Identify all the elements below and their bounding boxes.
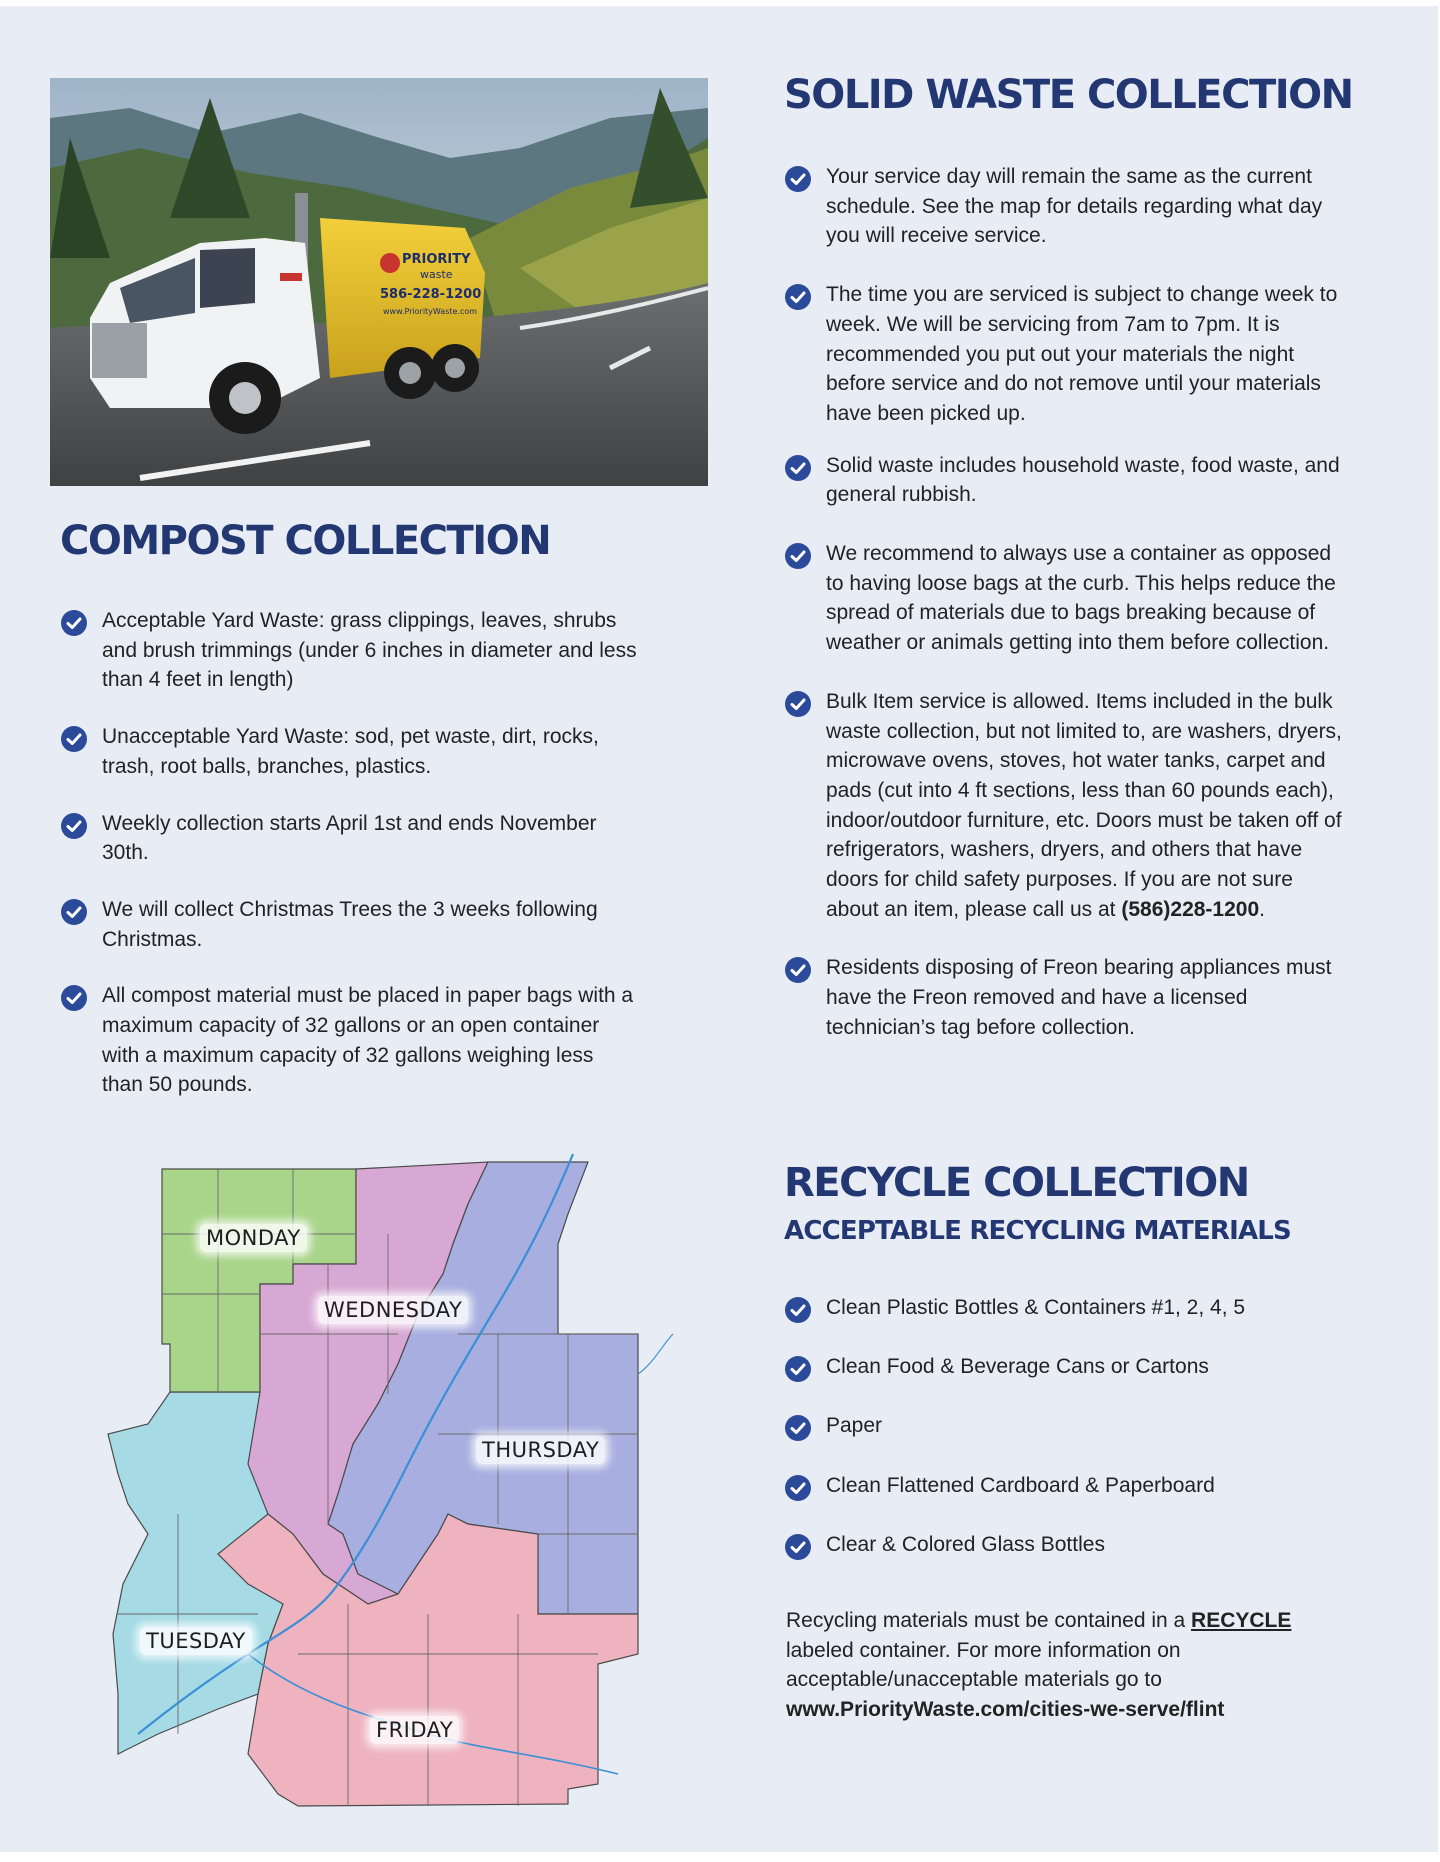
solid-waste-item-2: The time you are serviced is subject to change week to week. We will be servicing from 7am to 7pm. It is recommended you put out your materials the night before service and do not remove until your materials have been picked up. [826, 283, 1338, 425]
list-item [784, 1530, 1344, 1560]
recycle-label: RECYCLE [1191, 1609, 1292, 1632]
recycle-note [786, 1606, 1346, 1725]
list-item [784, 1471, 1344, 1501]
list-item [784, 1352, 1344, 1382]
check-circle-icon [784, 1355, 812, 1383]
solid-waste-item-3: Solid waste includes household waste, food waste, and general rubbish. [826, 453, 1340, 507]
check-circle-icon [784, 1474, 812, 1502]
list-item [784, 280, 1344, 429]
compost-item-2: Unacceptable Yard Waste: sod, pet waste, dirt, rocks, trash, root balls, branches, plastics. [102, 725, 599, 778]
recycle-item-4: Clean Flattened Cardboard & Paperboard [826, 1473, 1215, 1497]
map-label-tuesday: TUESDAY [140, 1627, 252, 1655]
check-circle-icon [60, 984, 88, 1012]
solid-waste-list [784, 162, 1344, 1043]
compost-item-5: All compost material must be placed in paper bags with a maximum capacity of 32 gallons or an open container with a maximum capacity of 32 gallons weighing less than 50 pounds. [102, 984, 634, 1097]
recycle-item-5: Clear & Colored Glass Bottles [826, 1532, 1105, 1556]
truck-brand-sub: waste [420, 268, 453, 281]
check-circle-icon [784, 165, 812, 193]
check-circle-icon [60, 898, 88, 926]
recycle-list [784, 1293, 1344, 1560]
list-item [60, 895, 640, 954]
compost-item-4: We will collect Christmas Trees the 3 weeks following Christmas. [102, 897, 598, 951]
check-circle-icon [60, 609, 88, 637]
recycle-item-3: Paper [826, 1414, 883, 1438]
solid-waste-title: SOLID WASTE COLLECTION [784, 72, 1353, 118]
check-circle-icon [784, 542, 812, 570]
truck-web: www.PriorityWaste.com [383, 307, 478, 316]
check-circle-icon [60, 725, 88, 753]
recycle-item-1: Clean Plastic Bottles & Containers #1, 2, 4, 5 [826, 1296, 1246, 1319]
compost-item-1: Acceptable Yard Waste: grass clippings, leaves, shrubs and brush trimmings (under 6 inches in diameter and less than 4 feet in length) [102, 609, 637, 692]
list-item [784, 687, 1344, 925]
list-item [784, 953, 1344, 1042]
truck-brand: PRIORITY [402, 252, 471, 267]
check-circle-icon [784, 1296, 812, 1324]
flyer-page [0, 6, 1438, 1852]
solid-waste-item-5: Bulk Item service is allowed. Items included in the bulk waste collection, but not limited to, are washers, dryers, microwave ovens, stoves, hot water tanks, carpet and pads (cut into 4 ft sections, less than 60 pounds each), indoor/outdoor furniture, etc. Doors must be taken off of refrigerators, washers, dryers, and others that have doors for child safety purposes. If you are not sure about an item, please call us at [826, 689, 1342, 921]
map-label-thursday: THURSDAY [476, 1436, 605, 1464]
service-day-map [98, 1134, 678, 1824]
list-item [60, 606, 640, 695]
check-circle-icon [784, 283, 812, 311]
list-item [784, 1293, 1344, 1323]
map-label-wednesday: WEDNESDAY [318, 1296, 468, 1324]
recycle-note-pre: Recycling materials must be contained in a [786, 1609, 1186, 1632]
check-circle-icon [60, 812, 88, 840]
check-circle-icon [784, 1533, 812, 1561]
check-circle-icon [784, 1414, 812, 1442]
phone-number: (586)228-1200 [1121, 897, 1260, 921]
list-item [784, 162, 1344, 251]
list-item [60, 809, 640, 868]
solid-waste-item-4: We recommend to always use a container as opposed to having loose bags at the curb. This helps reduce the spread of materials due to bags breaking because of weather or animals getting into them before collection. [826, 542, 1336, 655]
check-circle-icon [784, 454, 812, 482]
compost-list [60, 606, 640, 1100]
check-circle-icon [784, 690, 812, 718]
list-item [784, 451, 1344, 510]
check-circle-icon [784, 956, 812, 984]
list-item [784, 1411, 1344, 1441]
list-item [784, 539, 1344, 658]
list-item [60, 722, 640, 781]
recycle-note-mid: labeled container. For more information on acceptable/unacceptable materials go to [786, 1638, 1181, 1692]
truck-phone: 586-228-1200 [380, 287, 482, 302]
recycle-url-link[interactable]: www.PriorityWaste.com/cities-we-serve/flint [786, 1698, 1225, 1722]
garbage-truck-photo [50, 78, 708, 486]
compost-item-3: Weekly collection starts April 1st and ends November 30th. [102, 811, 597, 865]
map-label-monday: MONDAY [200, 1224, 307, 1252]
compost-title: COMPOST COLLECTION [60, 518, 551, 564]
map-label-friday: FRIDAY [370, 1716, 459, 1744]
recycle-item-2: Clean Food & Beverage Cans or Cartons [826, 1355, 1209, 1379]
phone-period: . [1259, 897, 1265, 921]
recycle-subtitle: ACCEPTABLE RECYCLING MATERIALS [784, 1216, 1291, 1246]
list-item [60, 981, 640, 1100]
solid-waste-item-6: Residents disposing of Freon bearing appliances must have the Freon removed and have a licensed technician’s tag before collection. [826, 956, 1332, 1039]
solid-waste-item-1: Your service day will remain the same as the current schedule. See the map for details regarding what day you will receive service. [826, 165, 1323, 248]
recycle-title: RECYCLE COLLECTION [784, 1160, 1249, 1206]
